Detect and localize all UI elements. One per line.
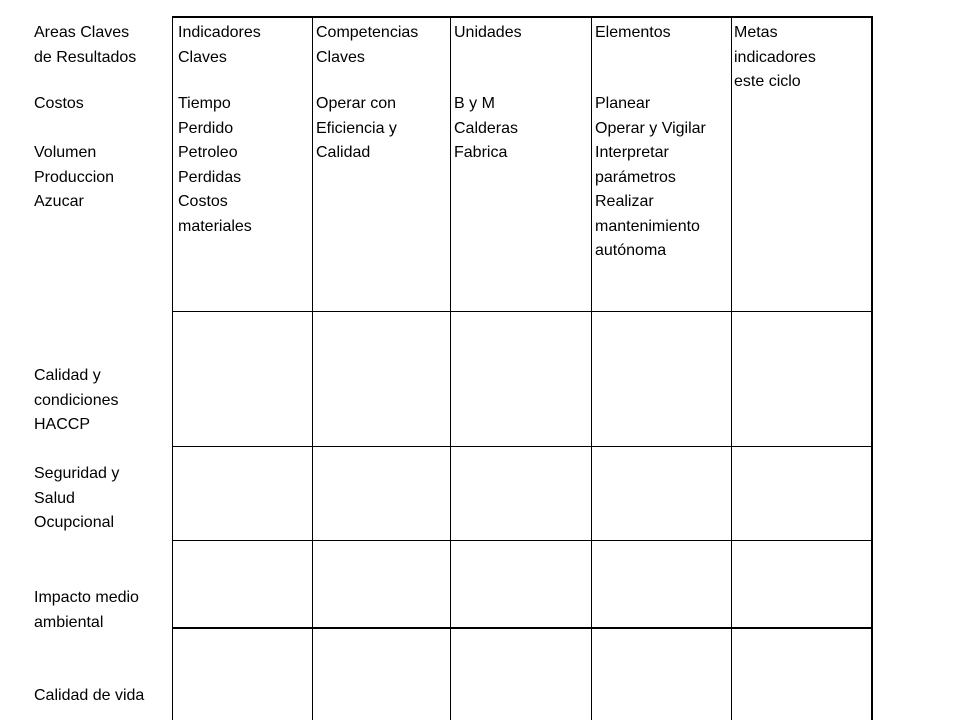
area-impacto-ambiental: Impacto medio ambiental (34, 589, 139, 631)
header-areas-claves: Areas Claves de Resultados (34, 24, 137, 66)
table-border-right (871, 16, 873, 720)
row1-unidades: B y M Calderas Fabrica (454, 95, 519, 161)
header-elementos: Elementos (595, 24, 671, 41)
column-divider-3 (591, 16, 592, 720)
area-seguridad-salud: Seguridad y Salud Ocupcional (34, 465, 120, 531)
row-divider-3 (172, 540, 873, 541)
area-calidad-haccp: Calidad y condiciones HACCP (34, 367, 119, 433)
row1-indicadores: Tiempo Perdido Petroleo Perdidas Costos materiales (178, 95, 252, 235)
column-divider-4 (731, 16, 732, 720)
row1-competencias: Operar con Eficiencia y Calidad (316, 95, 397, 161)
header-metas: Metas indicadores este ciclo (734, 24, 816, 90)
row-divider-4 (172, 627, 873, 629)
column-divider-1 (312, 16, 313, 720)
area-calidad-vida: Calidad de vida (34, 687, 145, 704)
row-divider-2 (172, 446, 873, 447)
header-competencias-claves: Competencias Claves (316, 24, 419, 66)
table-border-left (172, 16, 173, 720)
column-divider-2 (450, 16, 451, 720)
row-divider-1 (172, 311, 873, 312)
header-unidades: Unidades (454, 24, 522, 41)
table-border-top (172, 16, 873, 18)
row1-elementos: Planear Operar y Vigilar Interpretar parámetros Realizar mantenimiento autónoma (595, 95, 706, 259)
area-costos-volumen: Costos Volumen Produccion Azucar (34, 95, 115, 210)
header-indicadores-claves: Indicadores Claves (178, 24, 261, 66)
